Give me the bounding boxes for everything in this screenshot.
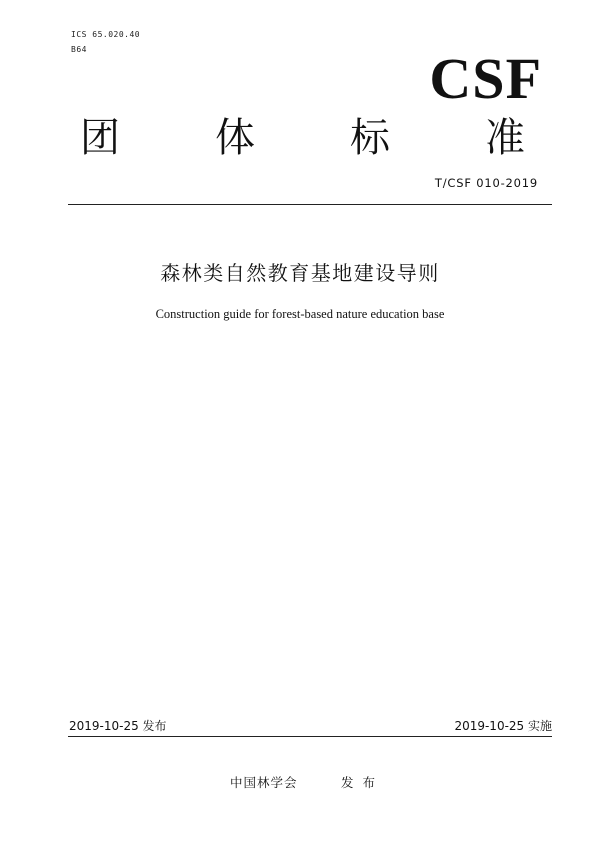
title-english: Construction guide for forest-based nature education base (155, 307, 445, 321)
standard-type-heading (80, 115, 525, 161)
standard-type-char: 团 (80, 115, 120, 161)
publisher-name: 中国林学会 (230, 775, 298, 790)
top-divider (68, 204, 552, 205)
implementation-date: 2019-10-25 实施 (454, 719, 552, 733)
ccs-code: B64 (71, 45, 87, 54)
ics-code: ICS 65.020.40 (71, 30, 141, 39)
standard-type-char: 准 (485, 115, 525, 161)
standard-type-char: 体 (215, 115, 255, 161)
issue-date: 2019-10-25 发布 (69, 719, 167, 733)
standard-type-char: 标 (350, 115, 390, 161)
csf-logo: CSF (429, 46, 542, 111)
title-chinese: 森林类自然教育基地建设导则 (160, 261, 440, 285)
standard-number: T/CSF 010-2019 (434, 176, 538, 190)
publish-label: 发布 (341, 775, 385, 790)
bottom-divider (68, 736, 552, 737)
